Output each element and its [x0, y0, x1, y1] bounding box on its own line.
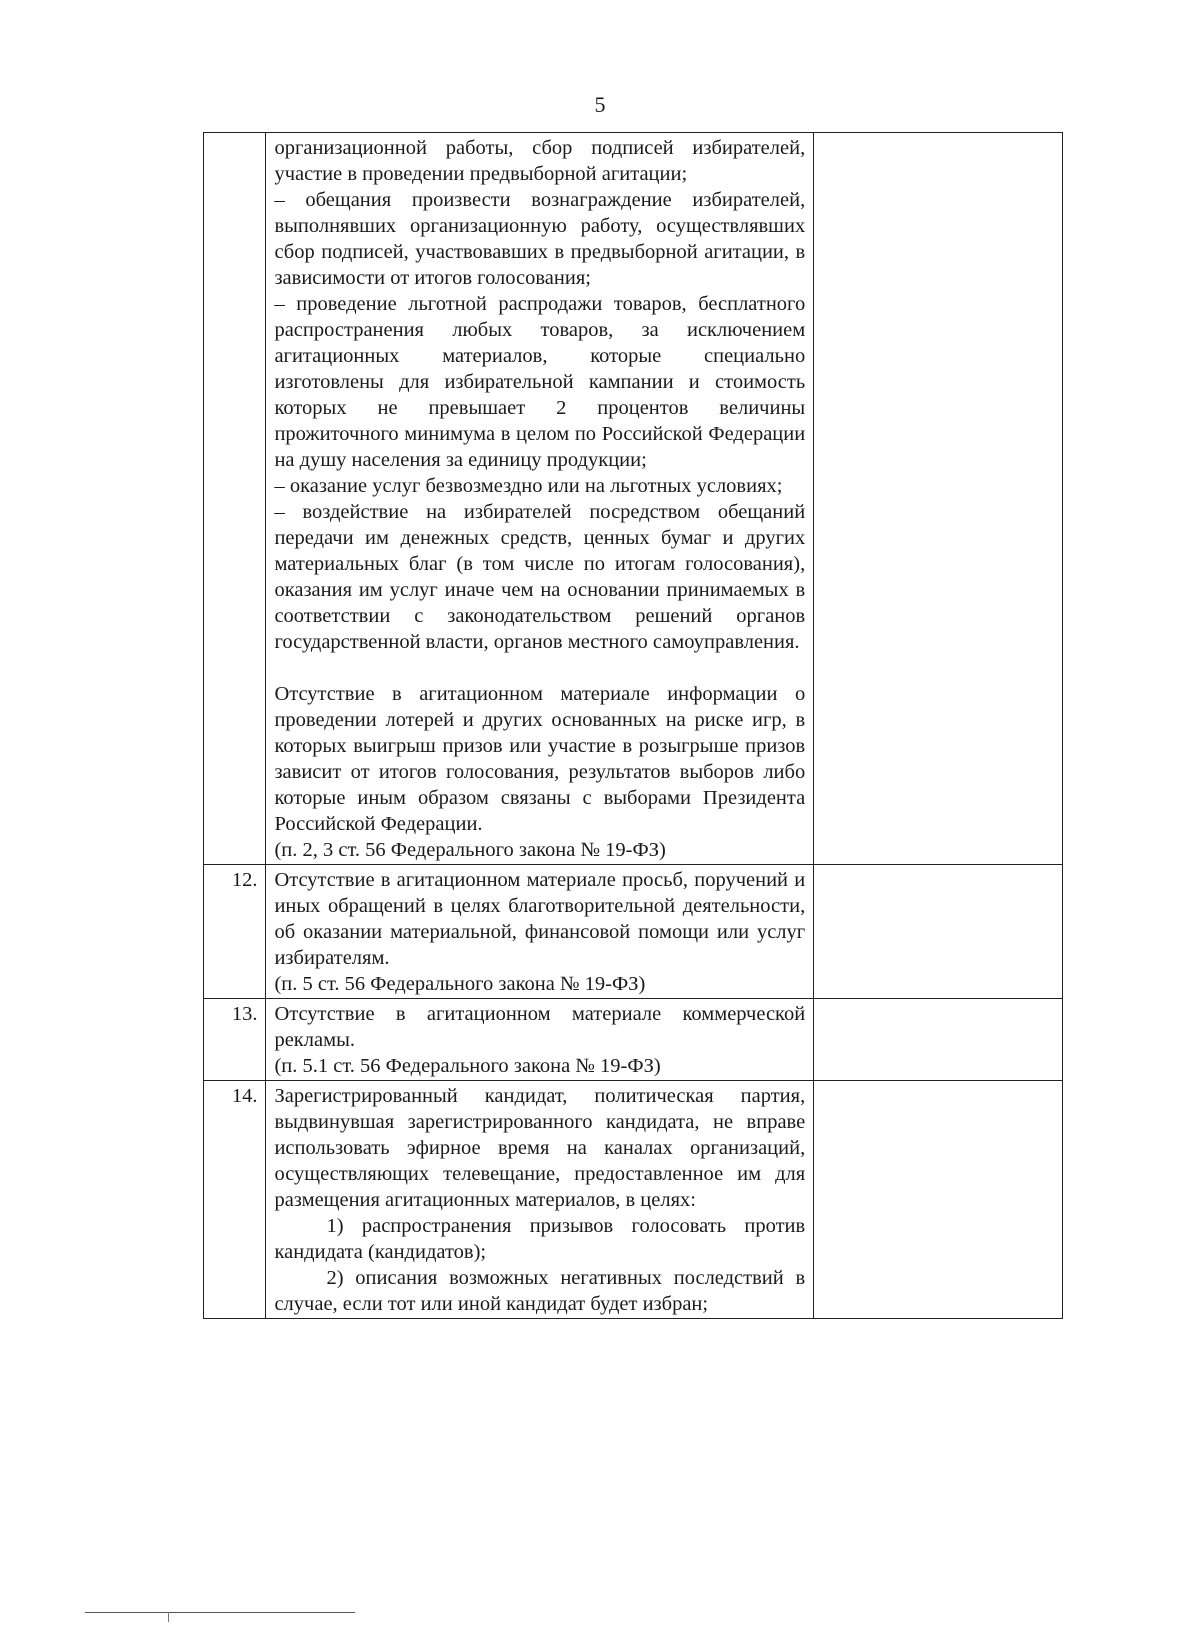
row-number: 13. — [204, 999, 266, 1081]
table-row — [204, 1081, 1063, 1319]
paragraph: – обещания произвести вознаграждение избирателей, выполнявших организационную работу, осуществлявших сбор подписей, участвовавших в предвыборной агитации, в зависимости от итогов голосования; — [274, 189, 806, 289]
paragraph: – проведение льготной распродажи товаров, бесплатного распространения любых товаров, за исключением агитационных материалов, которые специально изготовлены для избирательной кампании и стоимость которых не превышает 2 процентов величины прожиточного минимума в целом по Российской Федерации на душу населения за единицу продукции; — [274, 293, 806, 471]
row-requirement-text — [266, 1081, 814, 1319]
paragraph: – оказание услуг безвозмездно или на льготных условиях; — [274, 475, 783, 497]
footer-rule-tick — [168, 1612, 169, 1622]
checklist-table — [203, 132, 1063, 1319]
row-mark-cell — [814, 133, 1063, 865]
table-row — [204, 865, 1063, 999]
legal-reference: (п. 5 ст. 56 Федерального закона № 19-ФЗ) — [274, 973, 646, 995]
page-number: 5 — [594, 92, 606, 117]
row-requirement-text — [266, 133, 814, 865]
list-item: 1) распространения призывов голосовать против кандидата (кандидатов); — [274, 1215, 806, 1263]
paragraph: Зарегистрированный кандидат, политическая партия, выдвинувшая зарегистрированного кандидата, не вправе использовать эфирное время на каналах организаций, осуществляющих телевещание, предоставленное им для размещения агитационных материалов, в целях: — [274, 1085, 806, 1211]
legal-reference: (п. 2, 3 ст. 56 Федерального закона № 19-ФЗ) — [274, 839, 666, 861]
paragraph-gap — [274, 655, 805, 681]
row-number: 14. — [204, 1081, 266, 1319]
footer-rule — [85, 1612, 355, 1613]
row-mark-cell — [814, 1081, 1063, 1319]
row-requirement-text — [266, 865, 814, 999]
paragraph: – воздействие на избирателей посредством обещаний передачи им денежных средств, ценных бумаг и других материальных благ (в том числе по итогам голосования), оказания им услуг иначе чем на основании принимаемых в соответствии с законодательством решений органов государственной власти, органов местного самоуправления. — [274, 501, 806, 653]
paragraph: организационной работы, сбор подписей избирателей, участие в проведении предвыборной агитации; — [274, 137, 806, 185]
row-mark-cell — [814, 865, 1063, 999]
table-row — [204, 133, 1063, 865]
paragraph: Отсутствие в агитационном материале коммерческой рекламы. — [274, 1003, 806, 1051]
row-mark-cell — [814, 999, 1063, 1081]
row-requirement-text — [266, 999, 814, 1081]
table-row — [204, 999, 1063, 1081]
row-number — [204, 133, 266, 865]
row-number: 12. — [204, 865, 266, 999]
legal-reference: (п. 5.1 ст. 56 Федерального закона № 19-ФЗ) — [274, 1055, 661, 1077]
paragraph: Отсутствие в агитационном материале информации о проведении лотерей и других основанных на риске игр, в которых выигрыш призов или участие в розыгрыше призов зависит от итогов голосования, результатов выборов либо которые иным образом связаны с выборами Президента Российской Федерации. — [274, 683, 806, 835]
list-item: 2) описания возможных негативных последствий в случае, если тот или иной кандидат будет избран; — [274, 1267, 806, 1315]
paragraph: Отсутствие в агитационном материале просьб, поручений и иных обращений в целях благотворительной деятельности, об оказании материальной, финансовой помощи или услуг избирателям. — [274, 869, 806, 969]
